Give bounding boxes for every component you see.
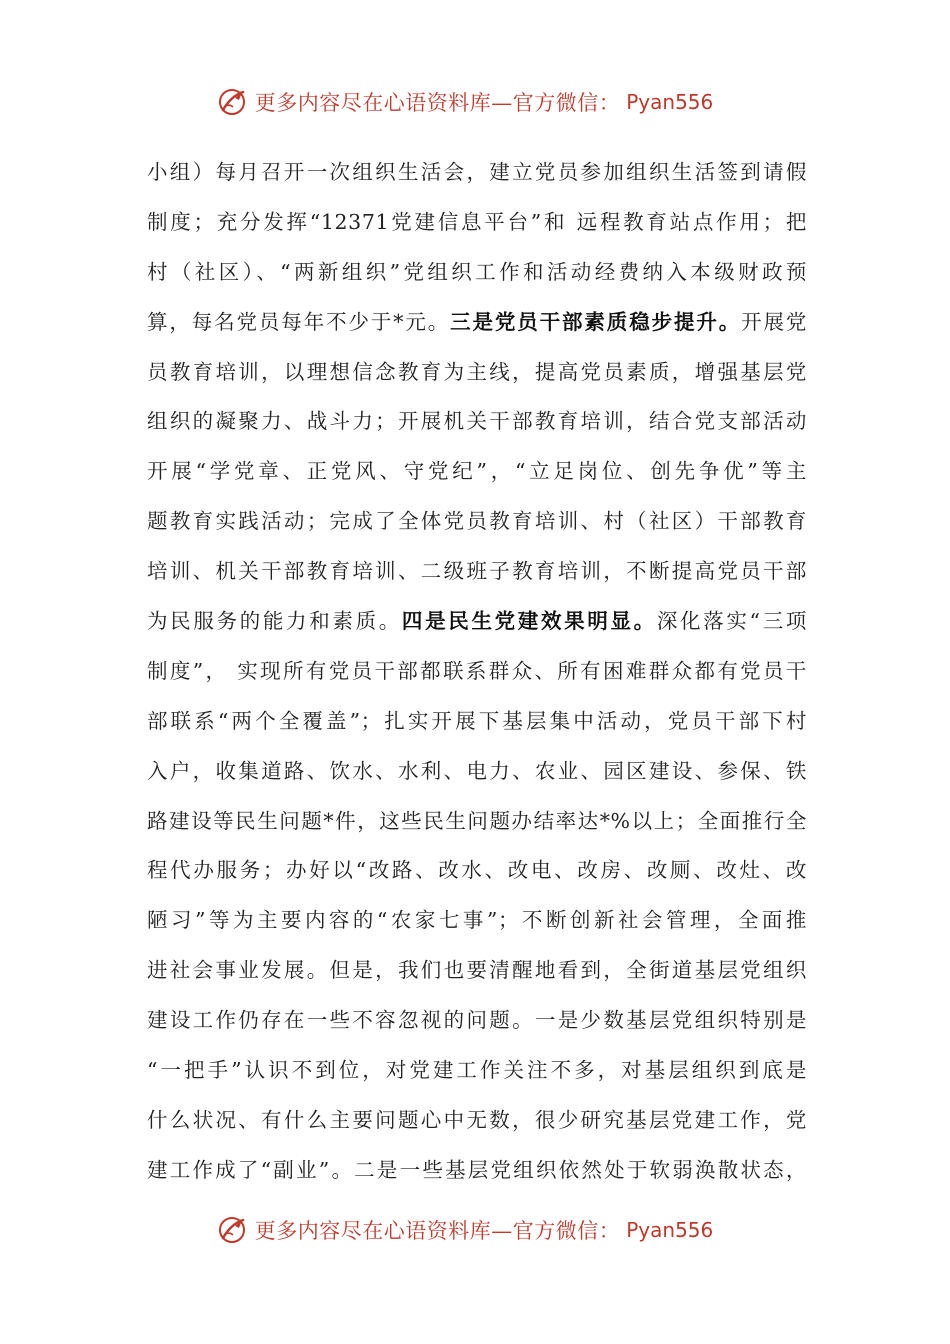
paragraph-line [147, 846, 807, 896]
paragraph-line [147, 797, 807, 847]
paragraph-line [147, 547, 807, 597]
paragraph-line [147, 148, 807, 198]
paragraph-line [147, 1096, 807, 1146]
paragraph-line [147, 597, 807, 647]
paragraph-line [147, 198, 807, 248]
paragraph-line [147, 348, 807, 398]
body-text: 为民服务的能力和素质。 [147, 609, 402, 634]
body-text: 开展“学党章、正党风、守党纪”，“立足岗位、创先争优”等主 [147, 459, 807, 484]
paragraph-line [147, 747, 807, 797]
body-text: 制度”， 实现所有党员干部都联系群众、所有困难群众都有党员干 [147, 658, 807, 683]
body-text: 陋习”等为主要内容的“农家七事”；不断创新社会管理，全面推 [147, 908, 807, 933]
paragraph-line [147, 397, 807, 447]
paragraph-line [147, 1046, 807, 1096]
body-text: 制度；充分发挥“12371党建信息平台”和 远程教育站点作用；把 [147, 209, 807, 234]
body-text: 村（社区）、“两新组织”党组织工作和活动经费纳入本级财政预 [147, 259, 807, 284]
footer-banner-content [217, 1214, 714, 1246]
body-text: 组织的凝聚力、战斗力；开展机关干部教育培训，结合党支部活动 [147, 409, 807, 434]
body-text: 小组）每月召开一次组织生活会，建立党员参加组织生活签到请假 [147, 160, 807, 184]
paragraph-line [147, 946, 807, 996]
footer-banner-text: 更多内容尽在心语资料库—官方微信： [254, 1219, 621, 1243]
paragraph-line [147, 896, 807, 946]
bold-heading-text: 四是民生党建效果明显。 [401, 609, 657, 634]
body-text: 进社会事业发展。但是，我们也要清醒地看到，全街道基层党组织 [147, 958, 807, 983]
body-text: 入户，收集道路、饮水、水利、电力、农业、园区建设、参保、铁 [147, 758, 807, 783]
paragraph-line [147, 1146, 807, 1196]
paragraph-line [147, 497, 807, 547]
paragraph-line [147, 298, 807, 348]
body-text: 培训、机关干部教育培训、二级班子教育培训，不断提高党员干部 [147, 559, 807, 584]
body-text: 算，每名党员每年不少于*元。 [147, 309, 451, 334]
pen-logo-icon [217, 1214, 249, 1246]
pen-logo-icon [217, 86, 249, 118]
paragraph-line [147, 647, 807, 697]
body-text: 深化落实“三项 [656, 609, 807, 634]
document-body [147, 148, 807, 1196]
body-text: “一把手”认识不到位，对党建工作关注不多，对基层组织到底是 [147, 1058, 807, 1083]
body-text: 路建设等民生问题*件，这些民生问题办结率达*%以上；全面推行全 [147, 808, 807, 833]
body-text: 建设工作仍存在一些不容忽视的问题。一是少数基层党组织特别是 [147, 1008, 807, 1033]
body-text: 部联系“两个全覆盖”；扎实开展下基层集中活动，党员干部下村 [147, 708, 807, 733]
footer-wechat-id: Pyan556 [626, 1218, 714, 1242]
header-banner [0, 82, 950, 122]
header-banner-text: 更多内容尽在心语资料库—官方微信： [254, 91, 621, 115]
paragraph-line [147, 447, 807, 497]
header-banner-content [217, 86, 714, 118]
body-text: 什么状况、有什么主要问题心中无数，很少研究基层党建工作，党 [147, 1107, 807, 1132]
paragraph-line [147, 697, 807, 747]
header-wechat-id: Pyan556 [626, 90, 714, 114]
body-text: 建工作成了“副业”。二是一些基层党组织依然处于软弱涣散状态， [147, 1157, 807, 1182]
bold-heading-text: 三是党员干部素质稳步提升。 [450, 309, 742, 334]
paragraph-line [147, 248, 807, 298]
body-text: 题教育实践活动；完成了全体党员教育培训、村（社区）干部教育 [147, 509, 807, 534]
paragraph-line [147, 996, 807, 1046]
footer-banner [0, 1210, 950, 1250]
body-text: 程代办服务；办好以“改路、改水、改电、改房、改厕、改灶、改 [147, 858, 807, 883]
body-text: 开展党 [741, 309, 807, 334]
body-text: 员教育培训，以理想信念教育为主线，提高党员素质，增强基层党 [147, 359, 807, 384]
